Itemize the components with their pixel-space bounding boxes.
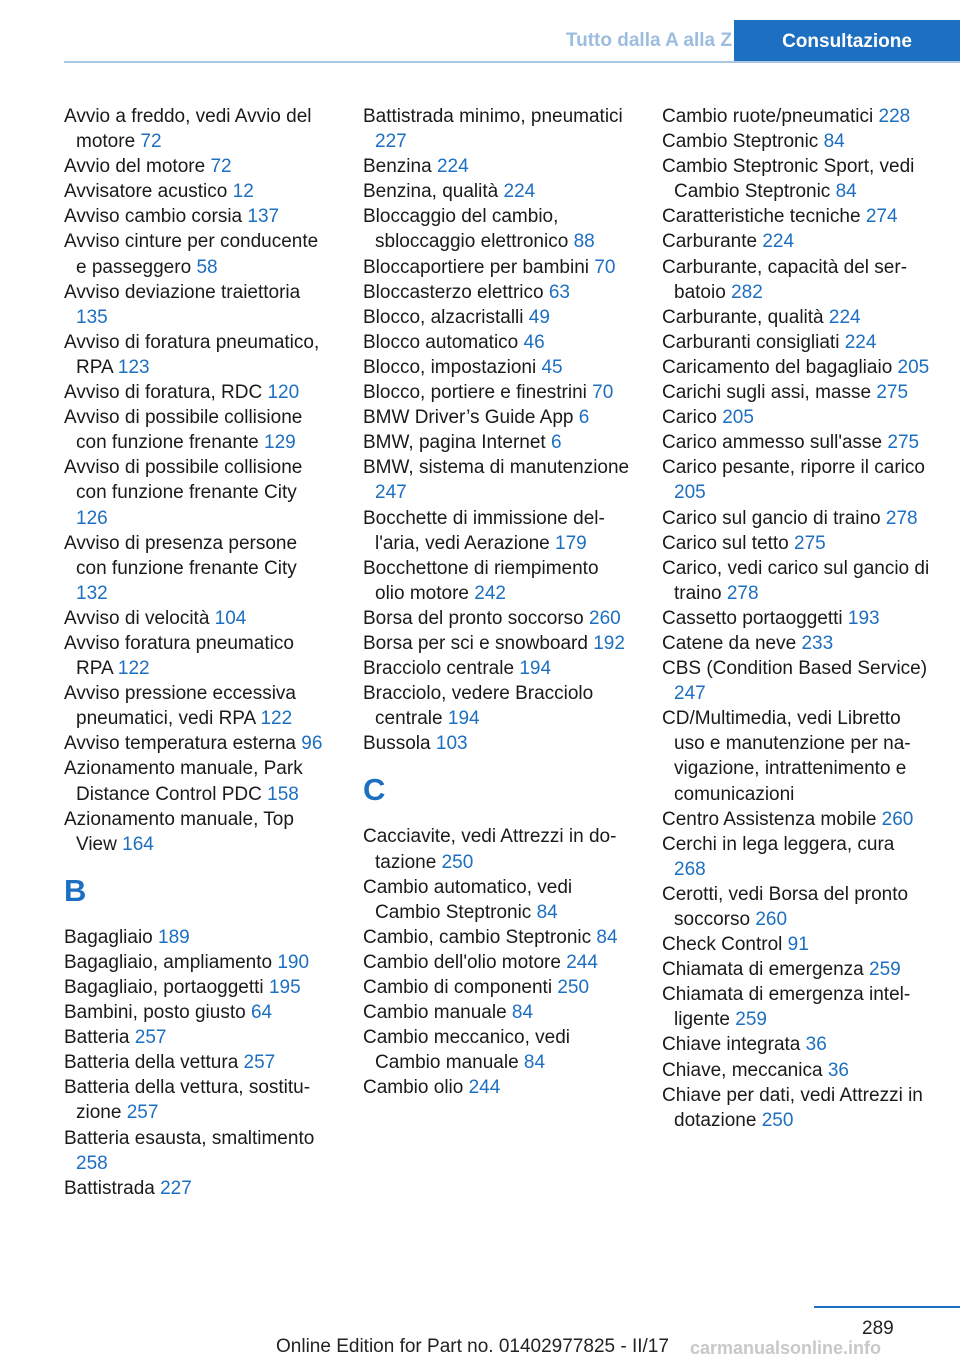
entry-text: Avviso cinture per conducente e passeggero <box>64 231 319 278</box>
index-entry <box>363 606 631 631</box>
entry-text: Cambio automatico, vedi Cambio Steptronic <box>363 876 573 923</box>
index-entry <box>64 330 332 380</box>
entry-text: Bloccaportiere per bambini <box>363 256 590 278</box>
entry-text: Cambio di componenti <box>363 977 553 998</box>
index-entry <box>64 950 332 975</box>
page-link[interactable]: 58 <box>196 256 218 278</box>
entry-text: Avviso cambio corsia <box>64 206 243 228</box>
page-link[interactable]: 242 <box>474 582 506 604</box>
index-entry <box>64 807 332 857</box>
entry-text: Cambio Steptronic Sport, vedi Cambio Steptronic <box>662 156 915 203</box>
page-link[interactable]: 122 <box>117 658 150 680</box>
page-link[interactable]: 126 <box>76 507 108 529</box>
header-rule <box>64 61 960 63</box>
index-entry <box>662 1083 930 1133</box>
index-entry <box>363 975 631 1000</box>
entry-text: Carico sul gancio di traino <box>662 507 881 529</box>
index-entry <box>662 832 930 882</box>
entry-text: Bocchettone di riempimento olio motore <box>363 557 599 604</box>
index-entry <box>363 255 631 280</box>
page-link[interactable]: 282 <box>731 281 763 303</box>
entry-text: CBS (Condition Based Service) <box>662 658 928 680</box>
index-column-3 <box>662 104 930 1133</box>
entry-text: Batteria <box>64 1027 130 1049</box>
index-entry <box>662 255 930 305</box>
entry-text: Benzina <box>363 156 432 178</box>
index-entry <box>662 957 930 982</box>
index-entry <box>363 681 631 731</box>
entry-text: Azionamento manuale, Top View <box>64 808 294 855</box>
entry-text: Cambio ruote/pneumatici <box>662 106 874 127</box>
index-entry <box>363 104 631 154</box>
entry-text: Carico, vedi carico sul gancio di traino <box>662 557 930 604</box>
index-entry <box>662 506 930 531</box>
index-entry <box>363 556 631 606</box>
entry-text: Caricamento del bagagliaio <box>662 356 893 378</box>
page-number: 289 <box>862 1318 894 1339</box>
index-entry <box>363 305 631 330</box>
entry-text: BMW, sistema di manutenzione <box>363 457 630 479</box>
page-link[interactable]: 259 <box>869 959 901 981</box>
entry-text: Catene da neve <box>662 632 797 654</box>
index-entry <box>363 280 631 305</box>
entry-text: Carburante <box>662 231 758 253</box>
page-link[interactable]: 244 <box>468 1077 501 1099</box>
entry-text: Check Control <box>662 934 783 956</box>
page-link[interactable]: 190 <box>277 951 310 973</box>
entry-text: Chiave per dati, vedi Attrezzi in dotazione <box>662 1084 923 1131</box>
entry-text: BMW Driver’s Guide App <box>363 407 574 429</box>
page-link[interactable]: 257 <box>126 1102 159 1124</box>
page-link[interactable]: 84 <box>536 901 558 923</box>
entry-text: Carburante, qualità <box>662 306 824 328</box>
entry-text: Avviso deviazione traiettoria <box>64 281 301 303</box>
page-link[interactable]: 96 <box>301 733 323 755</box>
page-link[interactable]: 84 <box>511 1002 534 1024</box>
page-link[interactable]: 36 <box>827 1059 849 1081</box>
index-entry <box>363 631 631 656</box>
entry-text: Cambio manuale <box>363 1002 507 1024</box>
page-link[interactable]: 258 <box>76 1152 108 1174</box>
page-link[interactable]: 205 <box>897 356 930 378</box>
page-link[interactable]: 195 <box>268 977 301 998</box>
page-link[interactable]: 88 <box>573 231 595 253</box>
page-link[interactable]: 129 <box>264 432 296 454</box>
index-letter: C <box>363 772 386 808</box>
entry-text: Bloccasterzo elettrico <box>363 281 544 303</box>
index-entry <box>363 731 631 756</box>
page-link[interactable]: 224 <box>503 181 536 203</box>
page-link[interactable]: 164 <box>122 833 154 855</box>
entry-text: Batteria della vettura <box>64 1052 239 1074</box>
page-link[interactable]: 192 <box>593 632 625 654</box>
page-link[interactable]: 224 <box>828 306 861 328</box>
page-link[interactable]: 205 <box>722 407 754 429</box>
page-link[interactable]: 257 <box>134 1027 167 1049</box>
entry-text: Carico sul tetto <box>662 532 789 554</box>
page-link[interactable]: 64 <box>250 1002 273 1024</box>
entry-text: Avvio a freddo, vedi Avvio del motore <box>64 106 312 153</box>
entry-text: Avviso di presenza persone con funzione frenante City <box>64 532 298 579</box>
entry-text: Blocco, impostazioni <box>363 356 537 378</box>
entry-text: Avviso pressione eccessiva pneumatici, vedi RPA <box>64 683 296 730</box>
entry-text: Avviso temperatura esterna <box>64 733 296 755</box>
entry-text: Cambio, cambio Steptronic <box>363 926 592 948</box>
index-entry <box>64 179 332 204</box>
index-entry <box>64 380 332 405</box>
index-entry <box>662 1058 930 1083</box>
index-entry <box>363 380 631 405</box>
page-link[interactable]: 224 <box>436 156 469 178</box>
entry-text: Avviso foratura pneumatico RPA <box>64 632 294 680</box>
page-link[interactable]: 275 <box>887 432 920 454</box>
entry-text: Cacciavite, vedi Attrezzi in dotazione <box>363 826 617 873</box>
index-entry <box>64 405 332 455</box>
index-entry <box>662 380 930 405</box>
index-entry <box>363 1075 631 1100</box>
entry-text: Cambio Steptronic <box>662 131 819 153</box>
index-entry <box>662 531 930 556</box>
index-entry <box>64 1126 332 1176</box>
index-letter: B <box>64 872 87 908</box>
page-link[interactable]: 224 <box>844 331 877 353</box>
page-link[interactable]: 193 <box>847 607 880 629</box>
entry-text: Avviso di possibile collisione con funzione frenante <box>64 407 303 454</box>
entry-text: Bagagliaio, ampliamento <box>64 951 273 973</box>
page-link[interactable]: 84 <box>523 1052 546 1074</box>
entry-text: Avviso di possibile collisione con funzione frenante City <box>64 457 303 504</box>
index-entry <box>64 681 332 731</box>
entry-text: Chiave, meccanica <box>662 1059 823 1081</box>
page-link[interactable]: 233 <box>801 632 834 654</box>
page-link[interactable]: 72 <box>210 156 232 178</box>
page-link[interactable]: 12 <box>232 181 254 203</box>
page-link[interactable]: 6 <box>578 407 590 429</box>
page-link[interactable]: 84 <box>596 926 618 948</box>
entry-text: Blocco, portiere e finestrini <box>363 382 587 404</box>
entry-text: Azionamento manuale, Park Distance Control PDC <box>64 758 303 805</box>
index-column-2 <box>363 104 631 1100</box>
index-entry <box>662 355 930 380</box>
entry-text: Bagagliaio <box>64 926 153 948</box>
index-entry <box>363 1000 631 1025</box>
watermark: carmanualsonline.info <box>690 1338 882 1358</box>
entry-text: Blocco automatico <box>363 331 519 353</box>
entry-text: CD/Multimedia, vedi Libretto uso e manutenzione per navigazione, intrattenimento e comunicazioni <box>662 708 911 805</box>
index-entry <box>64 204 332 229</box>
index-entry <box>662 982 930 1032</box>
entry-text: Carico pesante, riporre il carico <box>662 457 925 479</box>
index-entry <box>363 1025 631 1075</box>
entry-text: Carburante, capacità del serbatoio <box>662 256 908 303</box>
index-entry <box>64 925 332 950</box>
page-link[interactable]: 205 <box>674 482 706 504</box>
entry-text: Cambio meccanico, vedi Cambio manuale <box>363 1027 570 1074</box>
index-entry <box>363 950 631 975</box>
page-header <box>0 0 960 62</box>
page-link[interactable]: 123 <box>117 356 150 378</box>
index-entry <box>662 229 930 254</box>
entry-text: Caratteristiche tecniche <box>662 206 861 228</box>
page-link[interactable]: 36 <box>805 1034 827 1056</box>
page-link[interactable]: 120 <box>267 382 300 404</box>
chapter-tab: Consultazione <box>734 20 960 63</box>
entry-text: Cerotti, vedi Borsa del pronto soccorso <box>662 883 909 930</box>
entry-text: Avviso di velocità <box>64 607 210 629</box>
index-entry <box>64 154 332 179</box>
page-link[interactable]: 227 <box>375 131 407 153</box>
entry-text: Centro Assistenza mobile <box>662 808 877 830</box>
index-entry <box>64 455 332 530</box>
index-entry <box>662 932 930 957</box>
page-link[interactable]: 250 <box>761 1109 794 1131</box>
section-title: Tutto dalla A alla Z <box>565 30 732 51</box>
page-link[interactable]: 137 <box>247 206 280 228</box>
entry-text: Bracciolo centrale <box>363 658 515 680</box>
index-entry <box>64 731 332 756</box>
entry-text: Borsa del pronto soccorso <box>363 607 584 629</box>
entry-text: Battistrada <box>64 1177 155 1199</box>
page-link[interactable]: 70 <box>594 256 616 278</box>
index-entry <box>64 280 332 330</box>
page-link[interactable]: 103 <box>435 733 468 755</box>
index-column-1 <box>64 104 332 1201</box>
entry-text: Carburanti consigliati <box>662 331 840 353</box>
page-link[interactable]: 6 <box>551 432 562 454</box>
page-link[interactable]: 250 <box>557 977 590 998</box>
index-entry <box>662 1032 930 1057</box>
page-link[interactable]: 275 <box>794 532 826 554</box>
index-entry <box>363 455 631 505</box>
entry-text: Batteria esausta, smaltimento <box>64 1127 315 1149</box>
page-link[interactable]: 122 <box>260 708 293 730</box>
page-link[interactable]: 275 <box>876 382 909 404</box>
entry-text: Avviso di foratura pneumatico, RPA <box>64 331 320 378</box>
page-link[interactable]: 46 <box>523 331 545 353</box>
entry-text: BMW, pagina Internet <box>363 432 546 454</box>
index-entry <box>363 204 631 254</box>
page-link[interactable]: 49 <box>528 306 550 328</box>
index-entry <box>363 430 631 455</box>
page-link[interactable]: 260 <box>755 909 788 930</box>
page-link[interactable]: 227 <box>160 1177 192 1199</box>
index-entry <box>64 1050 332 1075</box>
page-link[interactable]: 132 <box>76 582 108 604</box>
page-link[interactable]: 189 <box>158 926 190 948</box>
entry-text: Chiave integrata <box>662 1034 801 1056</box>
index-entry <box>363 506 631 556</box>
page-link[interactable]: 84 <box>823 131 845 153</box>
entry-text: Cerchi in lega leggera, cura <box>662 833 895 855</box>
page-link[interactable]: 247 <box>674 683 706 705</box>
index-entry <box>64 104 332 154</box>
page-link[interactable]: 274 <box>865 206 898 228</box>
index-entry <box>64 606 332 631</box>
index-entry <box>662 405 930 430</box>
page-link[interactable]: 228 <box>878 106 911 127</box>
index-entry <box>662 556 930 606</box>
index-entry <box>662 430 930 455</box>
page-link[interactable]: 194 <box>519 658 552 680</box>
page-link[interactable]: 260 <box>881 808 914 830</box>
footer-rule <box>814 1306 960 1308</box>
page-link[interactable]: 244 <box>566 951 598 973</box>
index-entry <box>64 1000 332 1025</box>
page-link[interactable]: 250 <box>441 851 474 873</box>
entry-text: Cambio olio <box>363 1077 464 1099</box>
entry-text: Borsa per sci e snowboard <box>363 632 588 654</box>
entry-text: Chiamata di emergenza <box>662 959 864 981</box>
page-link[interactable]: 259 <box>735 1009 767 1031</box>
entry-text: Benzina, qualità <box>363 181 499 203</box>
entry-text: Avvisatore acustico <box>64 181 228 203</box>
index-entry <box>363 656 631 681</box>
index-entry <box>662 656 930 706</box>
page-link[interactable]: 179 <box>555 532 587 554</box>
index-entry <box>662 706 930 806</box>
entry-text: Batteria della vettura, sostituzione <box>64 1077 311 1124</box>
page-link[interactable]: 260 <box>589 607 621 629</box>
page-link[interactable]: 278 <box>885 507 918 529</box>
index-entry <box>662 154 930 204</box>
page-link[interactable]: 247 <box>375 482 407 504</box>
entry-text: Bloccaggio del cambio, sbloccaggio elettronico <box>363 206 569 253</box>
index-entry <box>64 1025 332 1050</box>
entry-text: Carichi sugli assi, masse <box>662 382 872 404</box>
index-entry <box>64 631 332 681</box>
index-entry <box>662 606 930 631</box>
entry-text: Bagagliaio, portaoggetti <box>64 977 264 998</box>
index-entry <box>363 179 631 204</box>
page-link[interactable]: 84 <box>835 181 857 203</box>
entry-text: Blocco, alzacristalli <box>363 306 524 328</box>
index-entry <box>64 756 332 806</box>
index-entry <box>662 104 930 129</box>
entry-text: Cassetto portaoggetti <box>662 607 843 629</box>
index-entry <box>363 824 631 874</box>
entry-text: Bambini, posto giusto <box>64 1002 246 1024</box>
index-entry <box>662 330 930 355</box>
entry-text: Battistrada minimo, pneumatici <box>363 106 623 127</box>
index-entry <box>64 531 332 606</box>
index-entry <box>662 631 930 656</box>
page-link[interactable]: 224 <box>762 231 795 253</box>
page-link[interactable]: 257 <box>243 1052 276 1074</box>
entry-text: Avvio del motore <box>64 156 206 178</box>
index-entry <box>662 204 930 229</box>
page-link[interactable]: 91 <box>787 934 809 956</box>
index-entry <box>363 330 631 355</box>
index-entry <box>64 229 332 279</box>
page-link[interactable]: 70 <box>592 382 614 404</box>
entry-text: Cambio dell'olio motore <box>363 951 561 973</box>
index-entry <box>363 355 631 380</box>
page-link[interactable]: 158 <box>267 783 299 805</box>
index-entry <box>64 975 332 1000</box>
page-link[interactable]: 104 <box>214 607 247 629</box>
page-link[interactable]: 63 <box>548 281 570 303</box>
index-entry <box>662 455 930 505</box>
index-entry <box>662 807 930 832</box>
index-entry <box>64 1176 332 1201</box>
entry-text: Bocchette di immissione dell'aria, vedi Aerazione <box>363 507 605 554</box>
entry-text: Carico <box>662 407 717 429</box>
entry-text: Bussola <box>363 733 431 755</box>
page-link[interactable]: 72 <box>140 131 162 153</box>
entry-text: Chiamata di emergenza intelligente <box>662 984 911 1031</box>
page-link[interactable]: 135 <box>76 306 108 328</box>
index-entry <box>363 925 631 950</box>
index-entry <box>363 875 631 925</box>
index-entry <box>662 882 930 932</box>
page-link[interactable]: 278 <box>726 582 759 604</box>
index-entry <box>363 405 631 430</box>
index-entry <box>363 154 631 179</box>
page-link[interactable]: 268 <box>674 858 706 880</box>
page-link[interactable]: 194 <box>447 708 480 730</box>
index-entry <box>662 129 930 154</box>
index-entry <box>64 1075 332 1125</box>
page-link[interactable]: 45 <box>541 356 563 378</box>
entry-text: Avviso di foratura, RDC <box>64 382 263 404</box>
edition-note: Online Edition for Part no. 01402977825 - II/17 <box>276 1336 669 1357</box>
entry-text: Bracciolo, vedere Bracciolo centrale <box>363 683 594 730</box>
entry-text: Carico ammesso sull'asse <box>662 432 883 454</box>
index-entry <box>662 305 930 330</box>
